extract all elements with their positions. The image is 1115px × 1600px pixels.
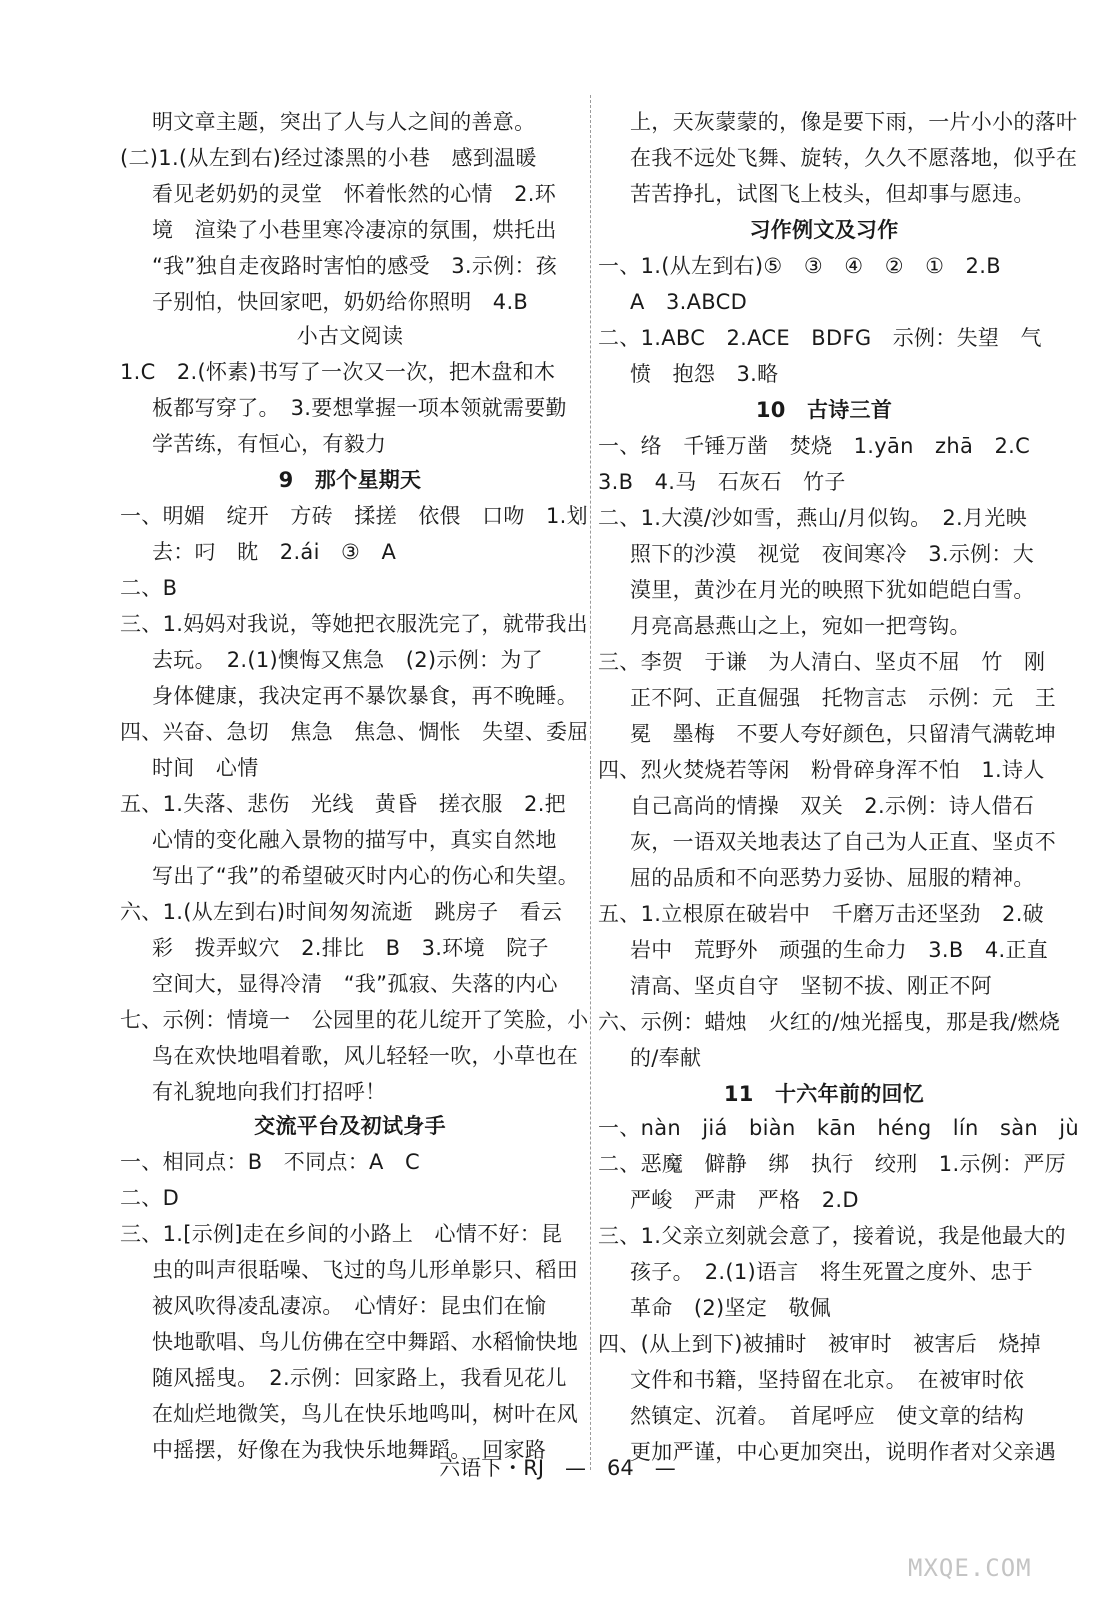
answer-line: 在我不远处飞舞、旋转，久久不愿落地，似乎在: [630, 146, 1078, 170]
answer-line: (二)1.(从左到右)经过漆黑的小巷 感到温暖: [120, 146, 537, 170]
answer-line: 灰，一语双关地表达了自己为人正直、坚贞不: [630, 830, 1056, 854]
answer-line: 自己高尚的情操 双关 2.示例：诗人借石: [630, 794, 1035, 818]
answer-line: 正不阿、正直倔强 托物言志 示例：元 王: [630, 686, 1056, 710]
answer-line: 板都写穿了。 3.要想掌握一项本领就需要勤: [152, 396, 567, 420]
section-heading: 10 古诗三首: [755, 398, 893, 422]
answer-line: 虫的叫声很聒噪、飞过的鸟儿形单影只、稻田: [152, 1258, 578, 1282]
answer-line: 孩子。 2.(1)语言 将生死置之度外、忠于: [630, 1260, 1033, 1284]
answer-line: 鸟在欢快地唱着歌，风儿轻轻一吹，小草也在: [152, 1044, 578, 1068]
answer-line: 一、明媚 绽开 方砖 揉搓 依偎 口吻 1.划: [120, 504, 588, 528]
answer-line: 岩中 荒野外 顽强的生命力 3.B 4.正直: [630, 938, 1049, 962]
answer-line: 一、相同点：B 不同点：A C: [120, 1150, 420, 1174]
answer-line: 清高、坚贞自守 坚韧不拔、刚正不阿: [630, 974, 993, 998]
answer-line: 三、1.妈妈对我说，等她把衣服洗完了，就带我出: [120, 612, 588, 636]
column-divider: [590, 95, 591, 1470]
answer-line: 三、1.[示例]走在乡间的小路上 心情不好：昆: [120, 1222, 563, 1246]
answer-line: 1.C 2.(怀素)书写了一次又一次，把木盘和木: [120, 360, 556, 384]
answer-line: 六、1.(从左到右)时间匆匆流逝 跳房子 看云: [120, 900, 563, 924]
answer-line: 有礼貌地向我们打招呼！: [152, 1080, 387, 1104]
answer-line: 学苦练，有恒心，有毅力: [152, 432, 387, 456]
answer-line: 空间大，显得冷清 “我”孤寂、失落的内心: [152, 972, 558, 996]
answer-line: 四、兴奋、急切 焦急 焦急、惆怅 失望、委屈: [120, 720, 589, 744]
answer-line: 身体健康，我决定再不暴饮暴食，再不晚睡。: [152, 684, 578, 708]
answer-line: 时间 心情: [152, 756, 259, 780]
watermark-text: MXQE.COM: [908, 1554, 1032, 1582]
section-heading: 习作例文及习作: [749, 218, 899, 242]
answer-line: 明文章主题，突出了人与人之间的善意。: [152, 110, 536, 134]
answer-line: 三、1.父亲立刻就会意了，接着说，我是他最大的: [598, 1224, 1066, 1248]
answer-line: 五、1.失落、悲伤 光线 黄昏 搓衣服 2.把: [120, 792, 566, 816]
answer-line: 二、B: [120, 576, 178, 600]
answer-line: 严峻 严肃 严格 2.D: [630, 1188, 859, 1212]
answer-line: 七、示例：情境一 公园里的花儿绽开了笑脸，小: [120, 1008, 589, 1032]
answer-line: 境 渲染了小巷里寒冷凄凉的氛围，烘托出: [152, 218, 557, 242]
answer-line: 屈的品质和不向恶势力妥协、屈服的精神。: [630, 866, 1035, 890]
answer-line: 愤 抱怨 3.略: [630, 362, 779, 386]
answer-line: 去：叼 眈 2.ái ③ A: [152, 540, 397, 564]
answer-line: 子别怕，快回家吧，奶奶给你照明 4.B: [152, 290, 529, 314]
section-heading: 交流平台及初试身手: [254, 1114, 446, 1138]
answer-line: 五、1.立根原在破岩中 千磨万击还坚劲 2.破: [598, 902, 1044, 926]
answer-line: 二、1.ABC 2.ACE BDFG 示例：失望 气: [598, 326, 1042, 350]
answer-line: 文件和书籍，坚持留在北京。 在被审时依: [630, 1368, 1025, 1392]
answer-line: 写出了“我”的希望破灭时内心的伤心和失望。: [152, 864, 580, 888]
answer-line: 苦苦挣扎，试图飞上枝头，但却事与愿违。: [630, 182, 1035, 206]
answer-line: 中摇摆，好像在为我快乐地舞蹈。 回家路: [152, 1438, 547, 1462]
answer-line: 上，天灰蒙蒙的，像是要下雨，一片小小的落叶: [630, 110, 1078, 134]
section-heading: 9 那个星期天: [278, 468, 422, 492]
answer-line: 的/奉献: [630, 1046, 702, 1070]
answer-line: 去玩。 2.(1)懊悔又焦急 (2)示例：为了: [152, 648, 543, 672]
answer-line: “我”独自走夜路时害怕的感受 3.示例：孩: [152, 254, 558, 278]
section-heading: 11 十六年前的回忆: [723, 1082, 925, 1106]
answer-line: 随风摇曳。 2.示例：回家路上，我看见花儿: [152, 1366, 567, 1390]
answer-line: 一、1.(从左到右)⑤ ③ ④ ② ① 2.B: [598, 254, 1001, 278]
answer-line: 二、1.大漠/沙如雪，燕山/月似钩。 2.月光映: [598, 506, 1027, 530]
answer-line: 二、恶魔 僻静 绑 执行 绞刑 1.示例：严厉: [598, 1152, 1066, 1176]
answer-line: 漠里，黄沙在月光的映照下犹如皑皑白雪。: [630, 578, 1035, 602]
answer-line: 六、示例：蜡烛 火红的/烛光摇曳，那是我/燃烧: [598, 1010, 1061, 1034]
answer-line: A 3.ABCD: [630, 290, 748, 314]
answer-line: 一、nàn jiá biàn kān héng lín sàn jù: [598, 1116, 1080, 1140]
answer-line: 四、(从上到下)被捕时 被审时 被害后 烧掉: [598, 1332, 1041, 1356]
answer-line: 二、D: [120, 1186, 180, 1210]
page-footer: 六语下・RJ — 64 —: [439, 1456, 676, 1480]
section-heading: 小古文阅读: [296, 324, 404, 348]
answer-line: 看见老奶奶的灵堂 怀着怅然的心情 2.环: [152, 182, 557, 206]
answer-line: 一、络 千锤万凿 焚烧 1.yān zhā 2.C: [598, 434, 1031, 458]
watermark-logo: [894, 1498, 1084, 1593]
answer-line: 更加严谨，中心更加突出，说明作者对父亲遇: [630, 1440, 1056, 1464]
answer-line: 月亮高悬燕山之上，宛如一把弯钩。: [630, 614, 971, 638]
answer-line: 彩 拨弄蚁穴 2.排比 B 3.环境 院子: [152, 936, 549, 960]
answer-line: 照下的沙漠 视觉 夜间寒冷 3.示例：大: [630, 542, 1035, 566]
answer-line: 四、烈火焚烧若等闲 粉骨碎身浑不怕 1.诗人: [598, 758, 1045, 782]
answer-line: 3.B 4.马 石灰石 竹子: [598, 470, 846, 494]
answer-line: 冕 墨梅 不要人夸好颜色，只留清气满乾坤: [630, 722, 1056, 746]
answer-line: 快地歌唱、鸟儿仿佛在空中舞蹈、水稻愉快地: [152, 1330, 578, 1354]
answer-line: 革命 (2)坚定 敬佩: [630, 1296, 832, 1320]
answer-line: 三、李贺 于谦 为人清白、坚贞不屈 竹 刚: [598, 650, 1046, 674]
answer-line: 被风吹得凌乱凄凉。 心情好：昆虫们在愉: [152, 1294, 547, 1318]
answer-line: 然镇定、沉着。 首尾呼应 使文章的结构: [630, 1404, 1025, 1428]
answer-line: 心情的变化融入景物的描写中，真实自然地: [152, 828, 557, 852]
answer-line: 在灿烂地微笑，鸟儿在快乐地鸣叫，树叶在风: [152, 1402, 578, 1426]
